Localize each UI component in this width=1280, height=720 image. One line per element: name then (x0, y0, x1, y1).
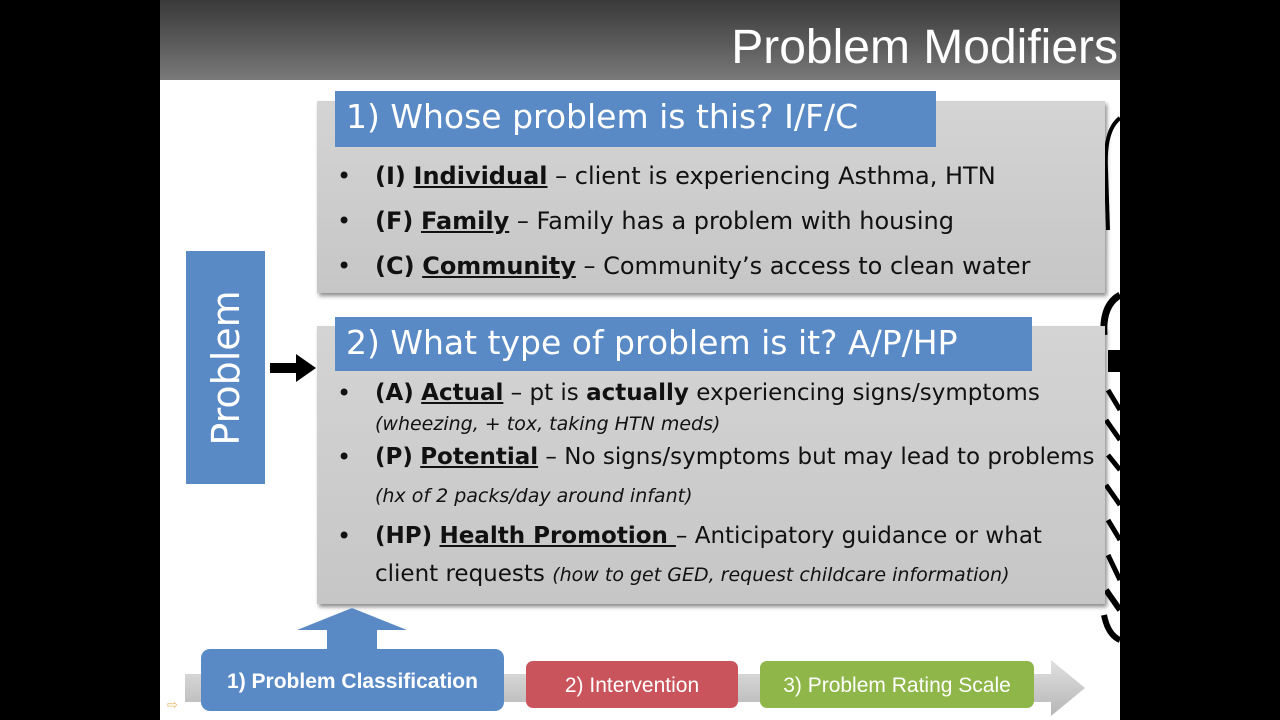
bullet-icon: • (337, 443, 352, 471)
list-item-actual (317, 374, 1105, 436)
item-term: Health Promotion (439, 523, 676, 549)
item-code: (F) (375, 207, 414, 235)
item-desc: – Family has a problem with housing (509, 207, 954, 235)
item-term: Individual (413, 162, 548, 190)
list-item-community (317, 249, 1105, 294)
problem-side-label: Problem (203, 289, 248, 446)
item-example: (how to get GED, request childcare information) (552, 564, 1010, 586)
list-item-individual (317, 159, 1105, 204)
bullet-icon: • (337, 162, 352, 190)
play-icon[interactable]: ⇨ (167, 697, 178, 712)
bullet-icon: • (337, 379, 352, 407)
problem-type-header: 2) What type of problem is it? A/P/HP (335, 317, 1032, 371)
item-desc: – client is experiencing Asthma, HTN (547, 162, 996, 190)
item-example: (wheezing, + tox, taking HTN meds) (375, 413, 721, 435)
arrow-up-icon (297, 608, 407, 652)
step-problem-rating-scale[interactable]: 3) Problem Rating Scale (760, 661, 1034, 708)
item-desc: – pt is (503, 380, 587, 406)
bullet-icon: • (337, 207, 352, 235)
item-code: (A) (375, 380, 414, 406)
item-desc: – No signs/symptoms but may lead to problems (538, 444, 1095, 470)
problem-type-box (317, 323, 1105, 604)
list-item-potential (317, 438, 1105, 515)
problem-type-list (317, 374, 1105, 596)
bullet-icon: • (337, 522, 352, 550)
whose-problem-list (317, 159, 1105, 294)
item-example: (hx of 2 packs/day around infant) (375, 485, 693, 507)
item-term: Family (420, 207, 510, 235)
arrow-right-icon (270, 354, 316, 382)
item-term: Actual (421, 380, 504, 406)
item-desc: – Community’s access to clean water (575, 252, 1031, 280)
item-desc: experiencing signs/symptoms (688, 380, 1040, 406)
item-desc: – Anticipatory guidance or what client requests (375, 523, 1042, 587)
item-term: Community (422, 252, 576, 280)
bullet-icon: • (337, 252, 352, 280)
item-code: (C) (375, 252, 415, 280)
item-code: (P) (375, 444, 413, 470)
step-intervention[interactable]: 2) Intervention (526, 661, 738, 708)
problem-side-box (186, 251, 265, 484)
item-code: (HP) (375, 523, 433, 549)
list-item-health-promotion (317, 517, 1105, 594)
title-bar (160, 0, 1120, 80)
slide (160, 0, 1120, 720)
item-code: (I) (375, 162, 406, 190)
list-item-family (317, 204, 1105, 249)
item-emphasis: actually (586, 380, 689, 406)
item-term: Potential (420, 444, 539, 470)
whose-problem-header: 1) Whose problem is this? I/F/C (335, 91, 936, 147)
step-problem-classification[interactable]: 1) Problem Classification (201, 649, 504, 711)
whose-problem-box (317, 97, 1105, 293)
slide-title: Problem Modifiers (731, 21, 1118, 74)
